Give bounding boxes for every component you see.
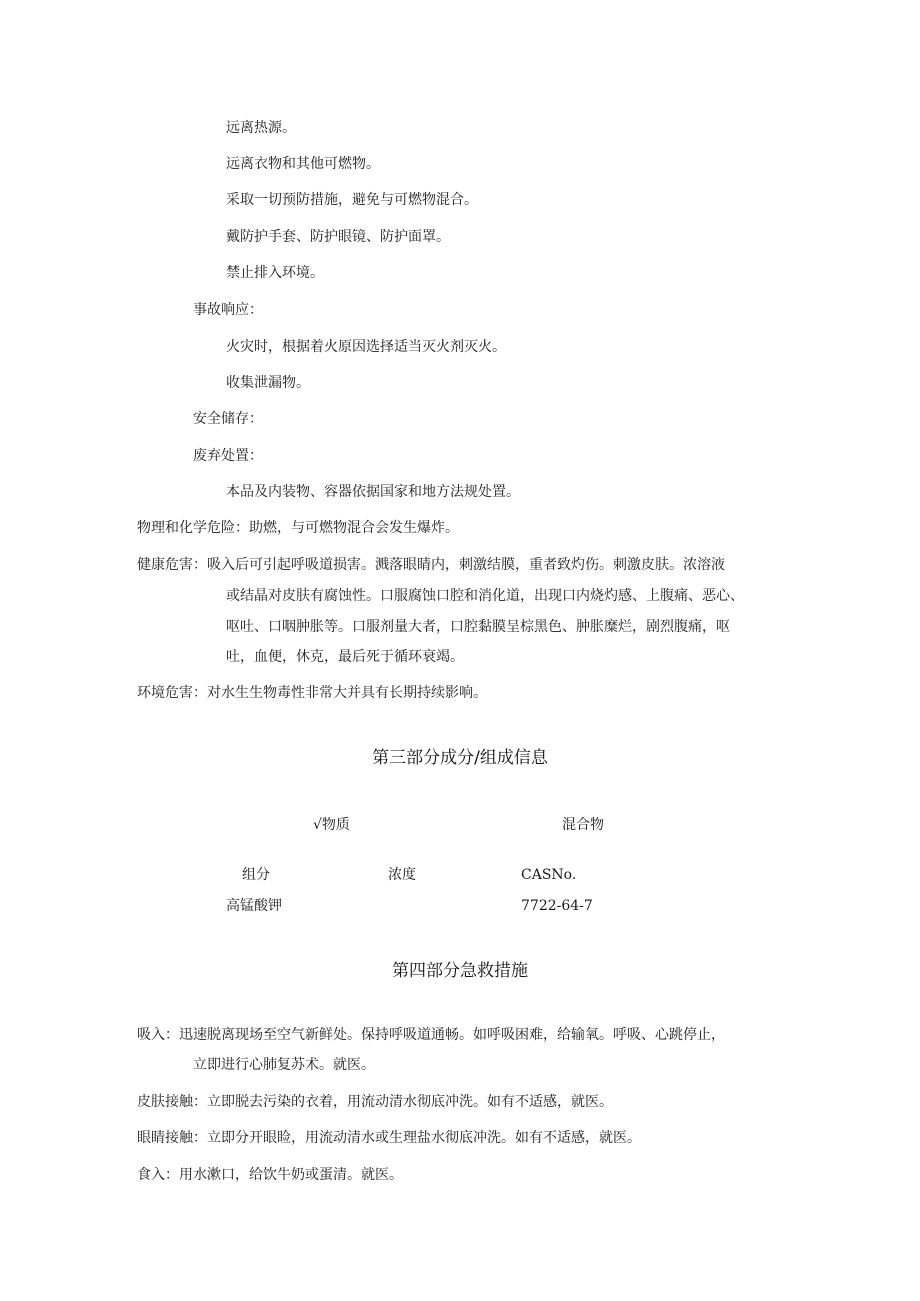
prevention-item: 戴防护手套、防护眼镜、防护面罩。 xyxy=(226,229,450,245)
component-cas: 7722-64-7 xyxy=(521,898,593,914)
column-header-component: 组分 xyxy=(242,867,270,883)
prevention-item: 禁止排入环境。 xyxy=(226,265,324,281)
disposal-item: 本品及内装物、容器依据国家和地方法规处置。 xyxy=(226,484,520,500)
health-hazard-line: 健康危害：吸入后可引起呼吸道损害。溅落眼睛内，刺激结膜，重者致灼伤。刺激皮肤。浓溶液 xyxy=(137,557,725,573)
section3-title: 第三部分成分/组成信息 xyxy=(372,748,548,768)
storage-label: 安全储存： xyxy=(193,411,263,427)
prevention-item: 远离热源。 xyxy=(226,120,296,136)
column-header-concentration: 浓度 xyxy=(388,867,416,883)
disposal-label: 废弃处置： xyxy=(193,448,263,464)
component-name: 高锰酸钾 xyxy=(226,898,282,914)
inhalation-text: 吸入：迅速脱离现场至空气新鲜处。保持呼吸道通畅。如呼吸困难，给输氧。呼吸、心跳停止， xyxy=(137,1027,725,1043)
response-label: 事故响应： xyxy=(193,302,263,318)
health-hazard-line: 吐，血便，休克，最后死于循环衰竭。 xyxy=(226,649,464,665)
prevention-item: 采取一切预防措施，避免与可燃物混合。 xyxy=(226,192,478,208)
substance-option: √物质 xyxy=(313,817,350,833)
health-hazard-line: 或结晶对皮肤有腐蚀性。口服腐蚀口腔和消化道，出现口内烧灼感、上腹痛、恶心、 xyxy=(226,588,744,604)
physical-hazard: 物理和化学危险：助燃，与可燃物混合会发生爆炸。 xyxy=(137,520,459,536)
skin-contact-text: 皮肤接触：立即脱去污染的衣着，用流动清水彻底冲洗。如有不适感，就医。 xyxy=(137,1094,613,1110)
health-hazard-line: 呕吐、口咽肿胀等。口服剂量大者，口腔黏膜呈棕黑色、肿胀糜烂，剧烈腹痛，呕 xyxy=(226,619,730,635)
response-item: 火灾时，根据着火原因选择适当灭火剂灭火。 xyxy=(226,339,506,355)
mixture-option: 混合物 xyxy=(562,817,604,833)
column-header-cas: CASNo. xyxy=(521,867,577,883)
section4-title: 第四部分急救措施 xyxy=(392,961,528,981)
inhalation-text: 立即进行心肺复苏术。就医。 xyxy=(193,1057,375,1073)
response-item: 收集泄漏物。 xyxy=(226,375,310,391)
environment-hazard: 环境危害：对水生生物毒性非常大并具有长期持续影响。 xyxy=(137,685,487,701)
ingestion-text: 食入：用水漱口，给饮牛奶或蛋清。就医。 xyxy=(137,1167,403,1183)
eye-contact-text: 眼睛接触：立即分开眼睑，用流动清水或生理盐水彻底冲洗。如有不适感，就医。 xyxy=(137,1130,641,1146)
prevention-item: 远离衣物和其他可燃物。 xyxy=(226,156,380,172)
